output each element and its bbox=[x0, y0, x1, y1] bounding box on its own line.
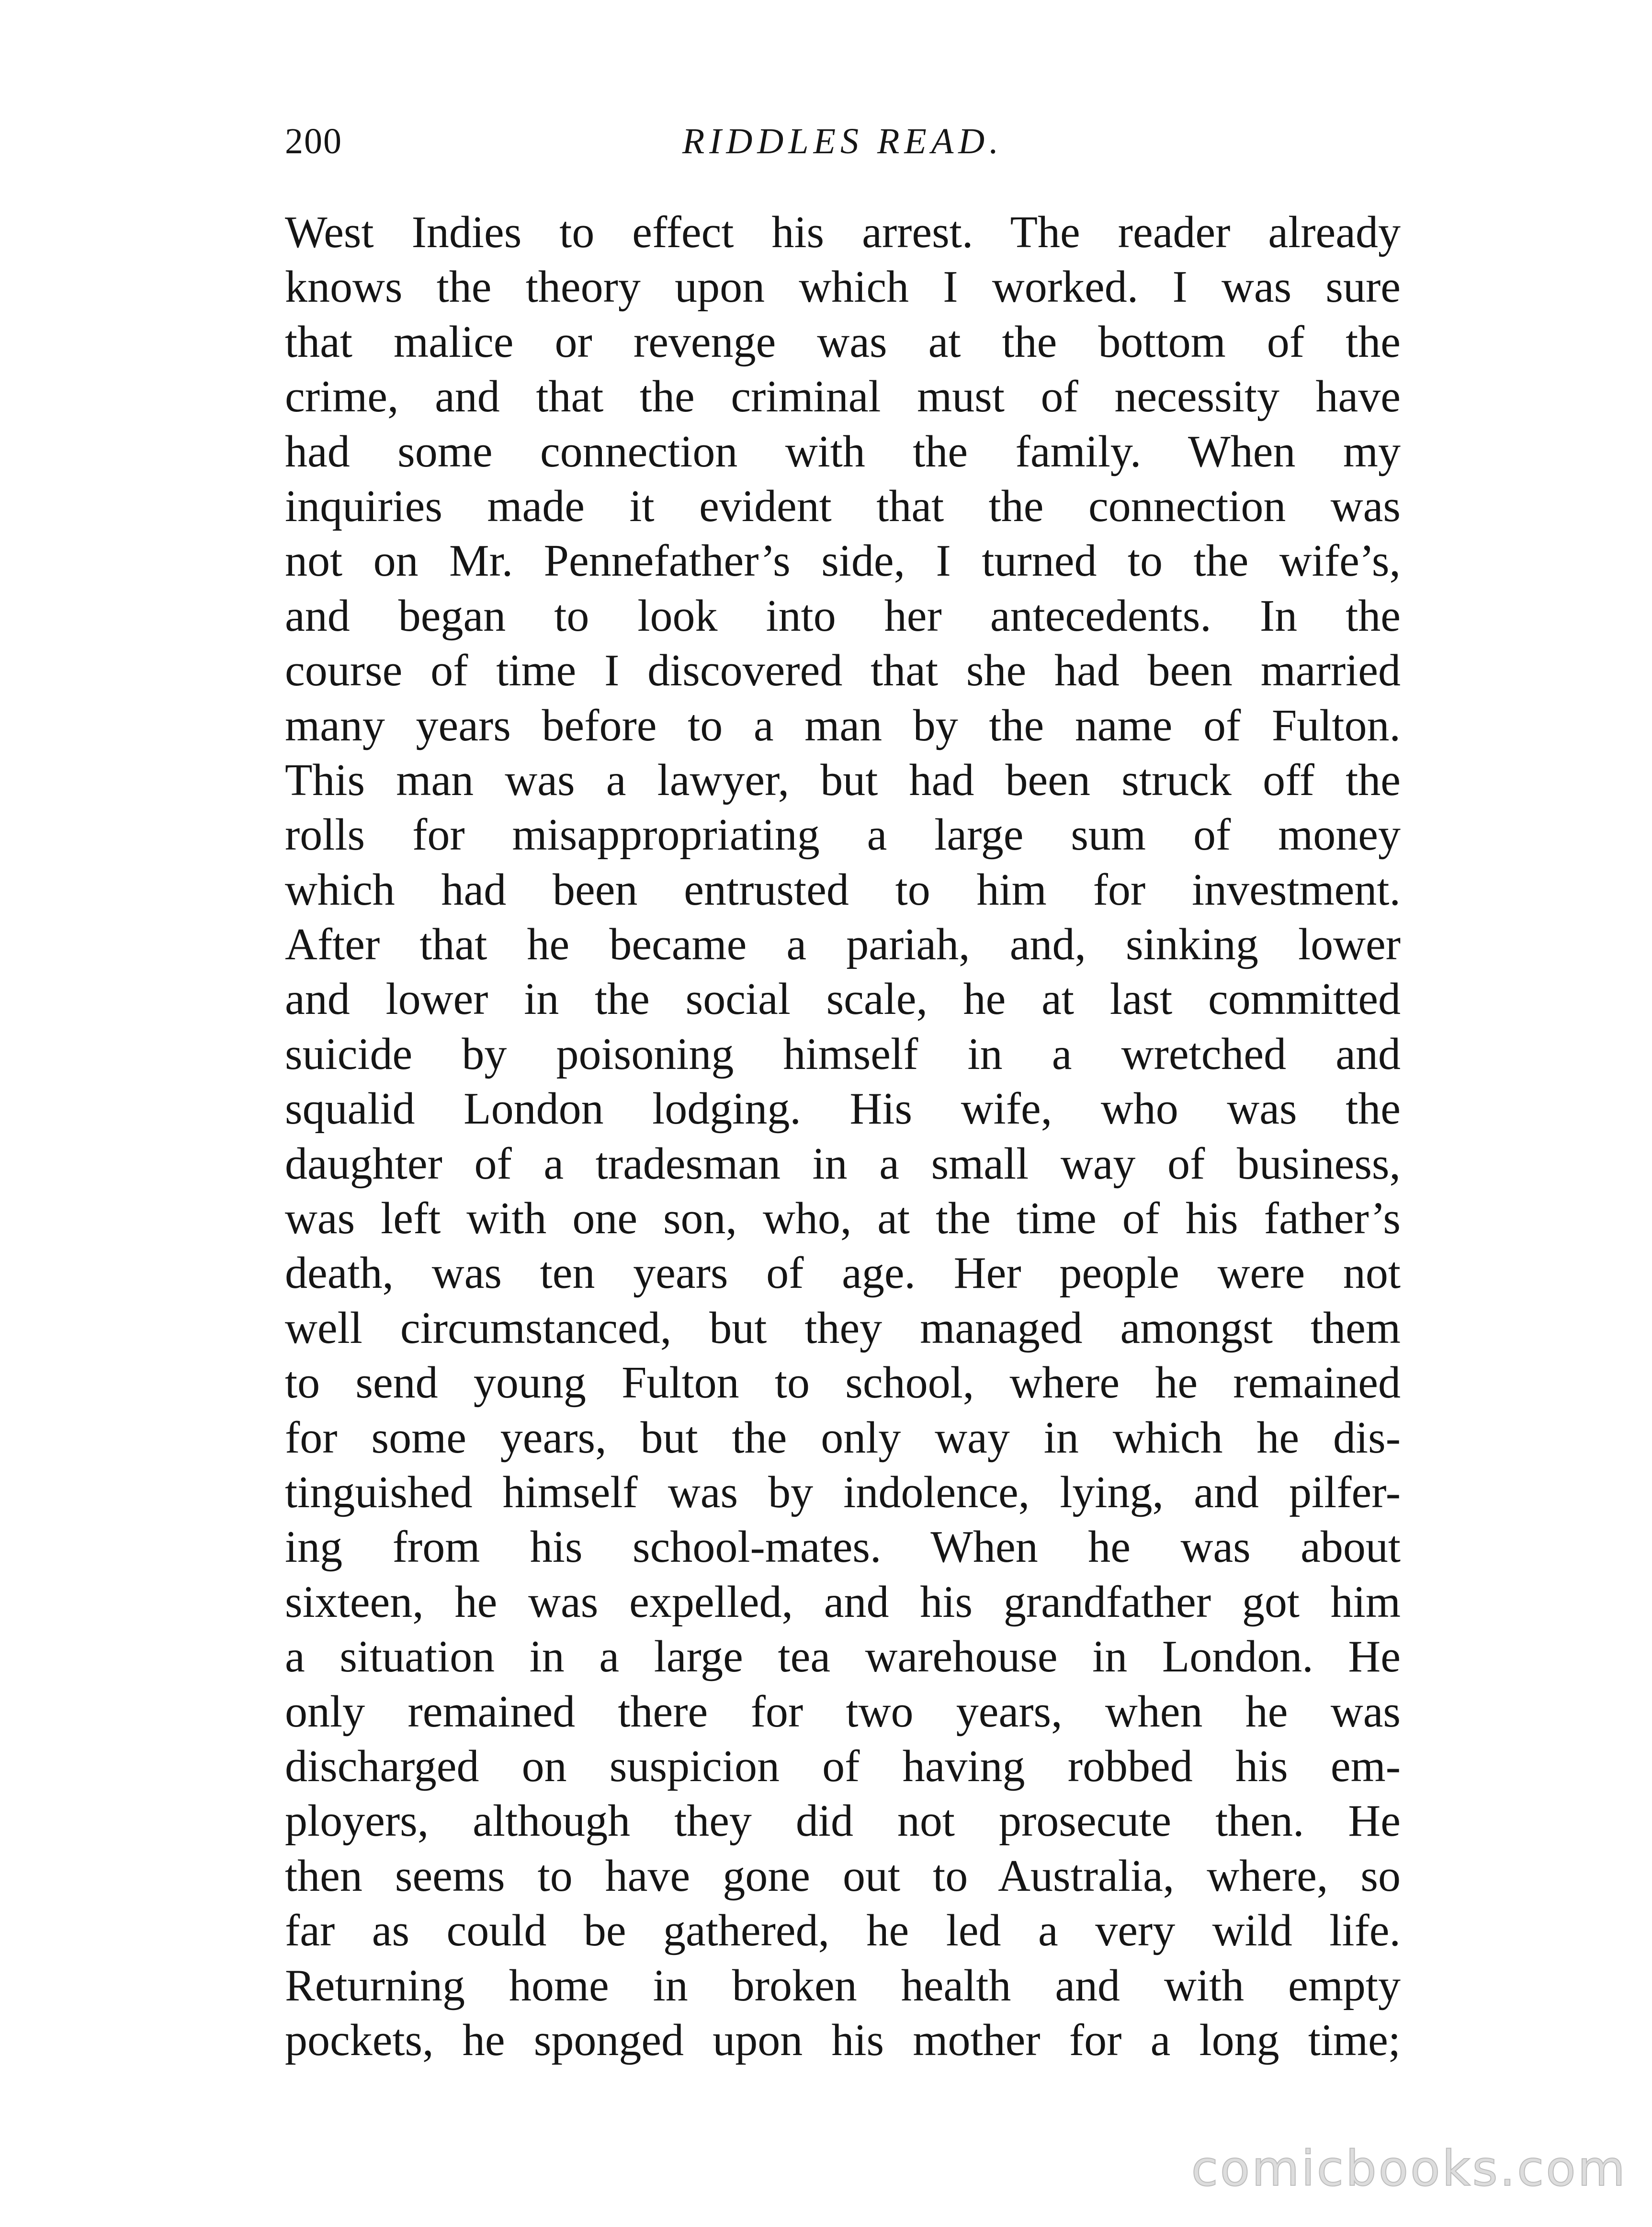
text-line: discharged on suspicion of having robbed his em- bbox=[285, 1741, 1401, 1791]
text-line: squalid London lodging. His wife, who was the bbox=[285, 1084, 1401, 1134]
text-line: far as could be gathered, he led a very wild life. bbox=[285, 1906, 1401, 1956]
text-line: death, was ten years of age. Her people were not bbox=[285, 1248, 1401, 1298]
watermark-logo: comicbooks.com bbox=[1191, 2140, 1627, 2197]
text-line: rolls for misappropriating a large sum of money bbox=[285, 810, 1401, 860]
text-line: well circumstanced, but they managed amongst them bbox=[285, 1303, 1401, 1353]
body-text bbox=[285, 205, 1401, 2068]
text-line: ployers, although they did not prosecute then. He bbox=[285, 1796, 1401, 1846]
running-title: RIDDLES READ. bbox=[682, 121, 1004, 161]
text-line: and began to look into her antecedents. In the bbox=[285, 591, 1401, 641]
text-line: Returning home in broken health and with empty bbox=[285, 1960, 1401, 2011]
text-line: This man was a lawyer, but had been struck off the bbox=[285, 755, 1401, 805]
text-line: knows the theory upon which I worked. I was sure bbox=[285, 262, 1401, 312]
text-line: a situation in a large tea warehouse in London. He bbox=[285, 1632, 1401, 1682]
text-line: course of time I discovered that she had been married bbox=[285, 646, 1401, 696]
text-line: and lower in the social scale, he at last committed bbox=[285, 974, 1401, 1024]
text-line: West Indies to effect his arrest. The reader already bbox=[285, 207, 1401, 257]
text-line: suicide by poisoning himself in a wretched and bbox=[285, 1029, 1401, 1079]
text-line: tinguished himself was by indolence, lying, and pilfer- bbox=[285, 1467, 1401, 1517]
page-number: 200 bbox=[285, 121, 342, 161]
text-line: to send young Fulton to school, where he remained bbox=[285, 1358, 1401, 1408]
text-line: was left with one son, who, at the time of his father’s bbox=[285, 1193, 1401, 1244]
text-line: for some years, but the only way in which he dis- bbox=[285, 1412, 1401, 1463]
text-line: not on Mr. Pennefather’s side, I turned to the wife’s, bbox=[285, 536, 1401, 586]
text-line: had some connection with the family. When my bbox=[285, 426, 1401, 477]
text-line: ing from his school-mates. When he was about bbox=[285, 1522, 1401, 1572]
text-line: inquiries made it evident that the connection was bbox=[285, 481, 1401, 531]
text-line: sixteen, he was expelled, and his grandfather got him bbox=[285, 1577, 1401, 1627]
text-line: many years before to a man by the name of Fulton. bbox=[285, 700, 1401, 750]
text-line: then seems to have gone out to Australia, where, so bbox=[285, 1851, 1401, 1901]
text-line: daughter of a tradesman in a small way of business, bbox=[285, 1138, 1401, 1189]
running-head bbox=[285, 115, 1401, 168]
text-line: that malice or revenge was at the bottom of the bbox=[285, 317, 1401, 367]
text-line: which had been entrusted to him for investment. bbox=[285, 864, 1401, 915]
text-line: crime, and that the criminal must of necessity have bbox=[285, 372, 1401, 422]
text-line: After that he became a pariah, and, sinking lower bbox=[285, 920, 1401, 970]
text-line: pockets, he sponged upon his mother for a long time; bbox=[285, 2015, 1401, 2065]
text-line: only remained there for two years, when he was bbox=[285, 1686, 1401, 1737]
